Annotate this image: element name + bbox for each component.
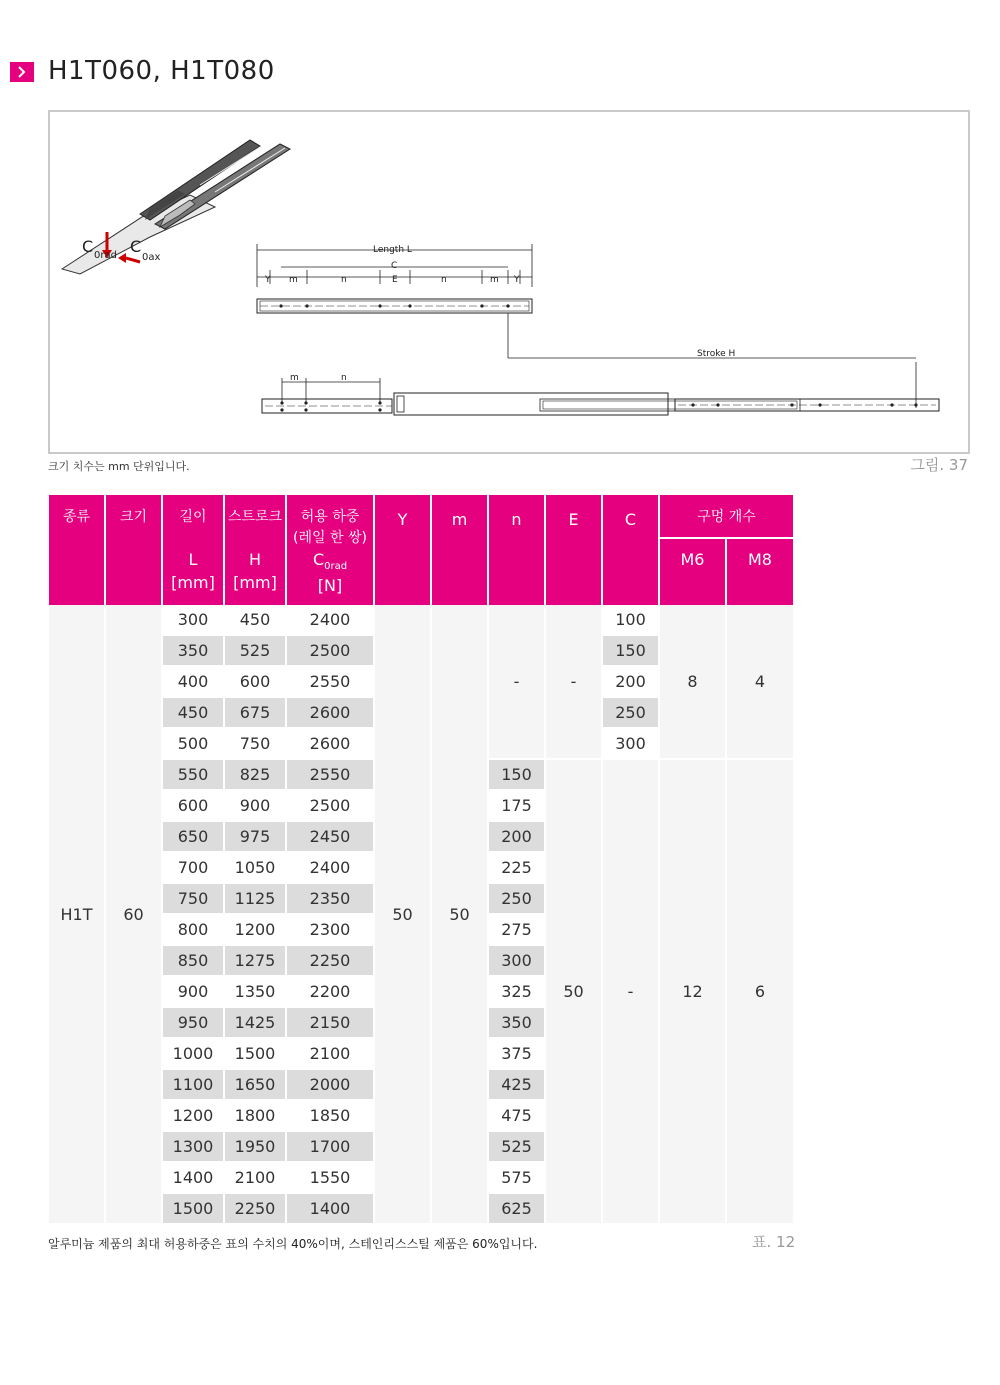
- cell-l: 450: [163, 698, 223, 729]
- cell-h: 750: [225, 729, 285, 760]
- table-note: 알루미늄 제품의 최대 허용하중은 표의 수치의 40%이며, 스테인리스스틸 제품은 60%입니다.: [48, 1237, 538, 1251]
- cell-c0rad: 2600: [287, 698, 373, 729]
- c-rad-label: C: [82, 237, 94, 256]
- c-ax-subscript: 0ax: [142, 252, 161, 263]
- cell-h: 1425: [225, 1008, 285, 1039]
- cell-c: 200: [603, 667, 658, 698]
- cell-h: 1800: [225, 1101, 285, 1132]
- cell-c0rad: 2200: [287, 977, 373, 1008]
- cell-h: 900: [225, 791, 285, 822]
- cell-h: 1350: [225, 977, 285, 1008]
- cell-l: 1200: [163, 1101, 223, 1132]
- cell-c0rad: 2100: [287, 1039, 373, 1070]
- header-m: m: [432, 495, 487, 605]
- cell-n: 250: [489, 884, 544, 915]
- cell-l: 400: [163, 667, 223, 698]
- cell-h: 1950: [225, 1132, 285, 1163]
- spec-table: [47, 495, 795, 1225]
- rail-3d-illustration: [62, 140, 290, 274]
- cell-h: 1275: [225, 946, 285, 977]
- header-holes: 구멍 개수: [660, 495, 793, 539]
- page-title: H1T060, H1T080: [48, 56, 275, 86]
- cell-h: 525: [225, 636, 285, 667]
- header-m6: M6: [660, 539, 725, 605]
- cell-l: 600: [163, 791, 223, 822]
- y-left-label: Y: [265, 275, 271, 285]
- cell-l: 1000: [163, 1039, 223, 1070]
- cell-l: 1300: [163, 1132, 223, 1163]
- n-left-label: n: [341, 275, 347, 285]
- cell-l: 750: [163, 884, 223, 915]
- cell-c0rad: 1850: [287, 1101, 373, 1132]
- header-n: n: [489, 495, 544, 605]
- cell-c: 250: [603, 698, 658, 729]
- header-stroke: 스트로크 H [mm]: [225, 495, 285, 605]
- cell-h: 975: [225, 822, 285, 853]
- length-label: Length L: [373, 245, 412, 255]
- cell-c0rad: 2550: [287, 760, 373, 791]
- cell-n: 200: [489, 822, 544, 853]
- cell-l: 1400: [163, 1163, 223, 1194]
- cell-c0rad: 2500: [287, 791, 373, 822]
- header-y: Y: [375, 495, 430, 605]
- cell-c: 150: [603, 636, 658, 667]
- e-label: E: [392, 275, 398, 285]
- cell-l: 800: [163, 915, 223, 946]
- cell-c0rad: 2400: [287, 853, 373, 884]
- n-ext-label: n: [341, 373, 347, 383]
- cell-n: 525: [489, 1132, 544, 1163]
- m-right-label: m: [490, 275, 499, 285]
- cell-n: 350: [489, 1008, 544, 1039]
- cell-y: 50: [375, 605, 430, 1225]
- cell-n: 175: [489, 791, 544, 822]
- cell-h: 1650: [225, 1070, 285, 1101]
- cell-type: H1T: [49, 605, 104, 1225]
- cell-c0rad: 2250: [287, 946, 373, 977]
- cell-h: 2250: [225, 1194, 285, 1225]
- cell-c0rad: 2150: [287, 1008, 373, 1039]
- cell-l: 500: [163, 729, 223, 760]
- cell-m6-group1: 8: [660, 605, 725, 760]
- header-size: 크기: [106, 495, 161, 605]
- header-length: 길이 L [mm]: [163, 495, 223, 605]
- header-type: 종류: [49, 495, 104, 605]
- rail-extended-view: [262, 378, 939, 415]
- title-marker-icon: [10, 62, 34, 82]
- header-load: 허용 하중 (레일 한 쌍) $C_{0rad}$ [N]: [287, 495, 373, 605]
- cell-l: 300: [163, 605, 223, 636]
- cell-n: 150: [489, 760, 544, 791]
- y-right-label: Y: [514, 275, 520, 285]
- cell-c0rad: 2000: [287, 1070, 373, 1101]
- cell-n: 325: [489, 977, 544, 1008]
- cell-c0rad: 1700: [287, 1132, 373, 1163]
- cell-l: 650: [163, 822, 223, 853]
- cell-n: 225: [489, 853, 544, 884]
- cell-h: 675: [225, 698, 285, 729]
- cell-n: 275: [489, 915, 544, 946]
- cell-e-group1: -: [546, 605, 601, 760]
- cell-m6-group2: 12: [660, 760, 725, 1225]
- header-c: C: [603, 495, 658, 605]
- cell-c0rad: 2450: [287, 822, 373, 853]
- cell-n: 625: [489, 1194, 544, 1225]
- cell-c0rad: 2400: [287, 605, 373, 636]
- cell-l: 350: [163, 636, 223, 667]
- cell-n-group1: -: [489, 605, 544, 760]
- cell-m8-group2: 6: [727, 760, 793, 1225]
- cell-h: 1500: [225, 1039, 285, 1070]
- figure-number: 그림. 37: [910, 456, 968, 474]
- stroke-label: Stroke H: [697, 349, 736, 359]
- cell-m8-group1: 4: [727, 605, 793, 760]
- cell-l: 900: [163, 977, 223, 1008]
- cell-n: 425: [489, 1070, 544, 1101]
- cell-h: 600: [225, 667, 285, 698]
- cell-c0rad: 1550: [287, 1163, 373, 1194]
- header-m8: M8: [727, 539, 793, 605]
- cell-l: 1100: [163, 1070, 223, 1101]
- figure-drawing: [48, 110, 970, 454]
- cell-h: 825: [225, 760, 285, 791]
- cell-c-group2: -: [603, 760, 658, 1225]
- cell-h: 1125: [225, 884, 285, 915]
- c-rad-subscript: 0rad: [94, 250, 117, 261]
- figure-caption: 크기 치수는 mm 단위입니다.: [48, 460, 190, 473]
- cell-h: 450: [225, 605, 285, 636]
- cell-c: 300: [603, 729, 658, 760]
- cell-e-group2: 50: [546, 760, 601, 1225]
- cell-c0rad: 2600: [287, 729, 373, 760]
- table-number: 표. 12: [752, 1233, 796, 1251]
- cell-c0rad: 2300: [287, 915, 373, 946]
- cell-n: 575: [489, 1163, 544, 1194]
- c-dim-label: C: [391, 261, 398, 271]
- cell-h: 2100: [225, 1163, 285, 1194]
- cell-n: 475: [489, 1101, 544, 1132]
- cell-l: 850: [163, 946, 223, 977]
- m-left-label: m: [289, 275, 298, 285]
- cell-c0rad: 2500: [287, 636, 373, 667]
- cell-l: 950: [163, 1008, 223, 1039]
- cell-h: 1050: [225, 853, 285, 884]
- cell-m: 50: [432, 605, 487, 1225]
- cell-n: 300: [489, 946, 544, 977]
- cell-c0rad: 2550: [287, 667, 373, 698]
- header-e: E: [546, 495, 601, 605]
- m-ext-label: m: [290, 373, 299, 383]
- cell-c0rad: 2350: [287, 884, 373, 915]
- cell-l: 700: [163, 853, 223, 884]
- c-ax-label: C: [130, 237, 142, 256]
- cell-n: 375: [489, 1039, 544, 1070]
- cell-l: 550: [163, 760, 223, 791]
- cell-l: 1500: [163, 1194, 223, 1225]
- n-right-label: n: [441, 275, 447, 285]
- cell-size: 60: [106, 605, 161, 1225]
- cell-h: 1200: [225, 915, 285, 946]
- cell-c: 100: [603, 605, 658, 636]
- rail-top-view: [257, 244, 916, 408]
- cell-c0rad: 1400: [287, 1194, 373, 1225]
